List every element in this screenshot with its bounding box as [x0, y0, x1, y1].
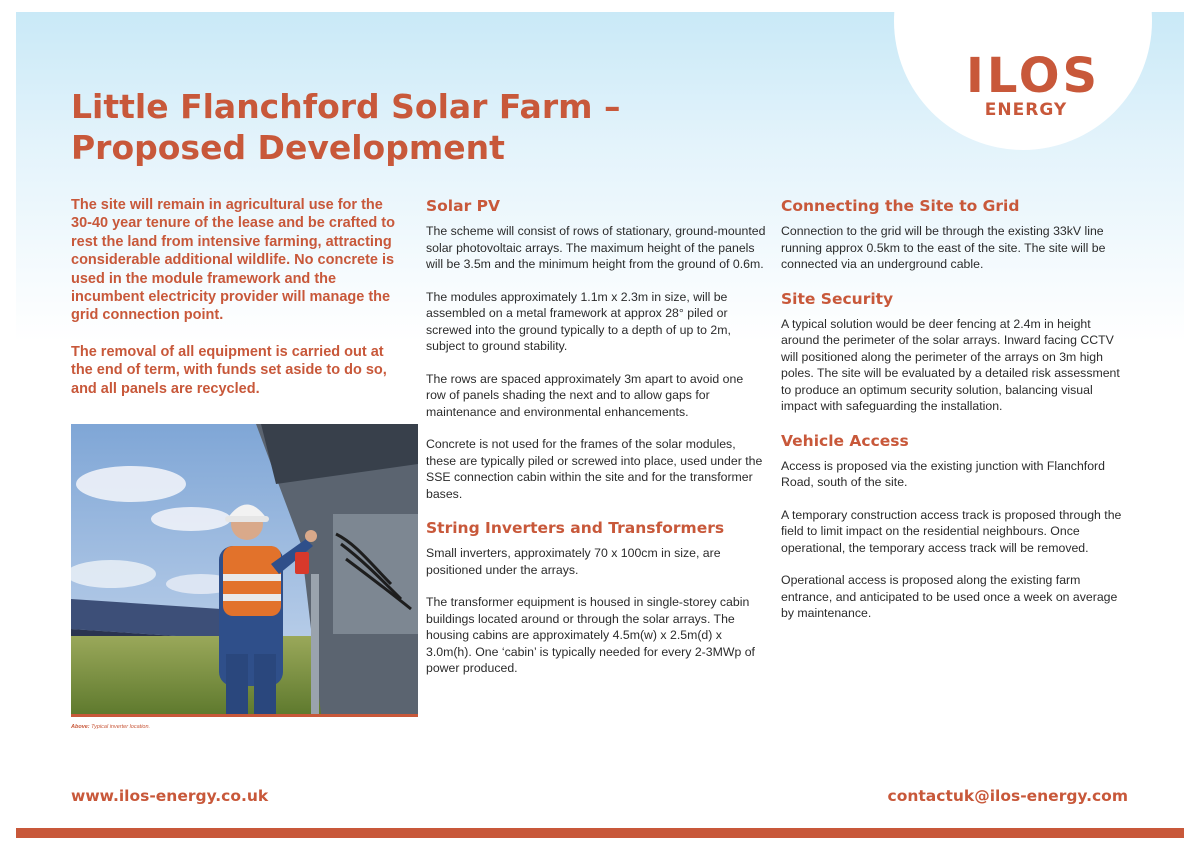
caption-text: Typical inverter location. — [89, 724, 151, 730]
security-paragraph: A typical solution would be deer fencing at 2.4m in height around the perimeter of the solar arrays. Inward facing CCTV will positioned along the perimeter of the arrays on 3m high poles. The site will be evaluated by a detailed risk assessment to produce an optimum security solution, balancing visual impact with safeguarding the installation. — [781, 316, 1120, 413]
email-link[interactable]: contactuk@ilos-energy.com — [887, 787, 1128, 805]
middle-column — [426, 196, 766, 693]
inverters-heading: String Inverters and Transformers — [426, 519, 725, 537]
right-column — [781, 196, 1126, 638]
security-heading: Site Security — [781, 289, 894, 308]
inverters-paragraph: Small inverters, approximately 70 x 100cm in size, are positioned under the arrays. — [426, 546, 721, 577]
page-title: Little Flanchford Solar Farm – Proposed Development — [71, 87, 621, 167]
solar-pv-paragraph: The scheme will consist of rows of stationary, ground-mounted solar photovoltaic arrays. The maximum height of the panels will be 3.5m and the minimum height from the ground of 0.6m. — [426, 224, 766, 271]
inverter-photo — [71, 424, 418, 717]
logo-wordmark: ILOS — [966, 48, 1101, 104]
solar-pv-paragraph: The rows are spaced approximately 3m apart to avoid one row of panels shading the next and to allow gaps for maintenance and environmental enhancements. — [426, 371, 744, 419]
photo-caption — [71, 724, 150, 730]
footer-bar — [16, 828, 1184, 838]
inverters-paragraph: The transformer equipment is housed in single-storey cabin buildings located around or through the solar arrays. The housing cabins are approximately 4.5m(w) x 2.5m(d) x 3.0m(h). One ‘cabin’ is typically needed for every 2-3MWp of power produced. — [426, 595, 755, 675]
logo-subtitle: ENERGY — [984, 100, 1068, 120]
solar-pv-paragraph: Concrete is not used for the frames of the solar modules, these are typically piled or screwed into place, used under the SSE connection cabin within the site and for the transformer bases. — [426, 437, 763, 501]
ilos-energy-logo — [966, 48, 1101, 120]
poster — [16, 12, 1184, 838]
engineer-inspecting-inverter-image — [71, 424, 418, 714]
grid-paragraph: Connection to the grid will be through the existing 33kV line running approx 0.5km to the east of the site. The site will be connected via an underground cable. — [781, 224, 1106, 271]
solar-pv-paragraph: The modules approximately 1.1m x 2.3m in size, will be assembled on a metal framework at approx 28° piled or screwed into the ground typically to a depth of up to 2m, subject to ground stability. — [426, 289, 731, 353]
vehicle-access-paragraph: Operational access is proposed along the existing farm entrance, and anticipated to be used once a week on average by maintenance. — [781, 573, 1118, 620]
vehicle-access-heading: Vehicle Access — [781, 431, 909, 450]
intro-paragraph: The site will remain in agricultural use for the 30-40 year tenure of the lease and be crafted to rest the land from intensive farming, attracting considerable additional wildlife. No concrete is used in the module framework and the incumbent electricity provider will manage the grid connection point. — [71, 197, 395, 324]
website-link[interactable]: www.ilos-energy.co.uk — [71, 787, 269, 805]
solar-pv-heading: Solar PV — [426, 197, 500, 215]
vehicle-access-paragraph: Access is proposed via the existing junction with Flanchford Road, south of the site. — [781, 458, 1105, 489]
intro-text — [71, 196, 401, 416]
intro-paragraph: The removal of all equipment is carried out at the end of term, with funds set aside to do so, and all panels are recycled. — [71, 343, 387, 397]
caption-prefix: Above: — [71, 724, 90, 730]
vehicle-access-paragraph: A temporary construction access track is proposed through the field to limit impact on the residential neighbours. Once operational, the temporary access track will be removed. — [781, 507, 1122, 555]
grid-heading: Connecting the Site to Grid — [781, 197, 1020, 215]
